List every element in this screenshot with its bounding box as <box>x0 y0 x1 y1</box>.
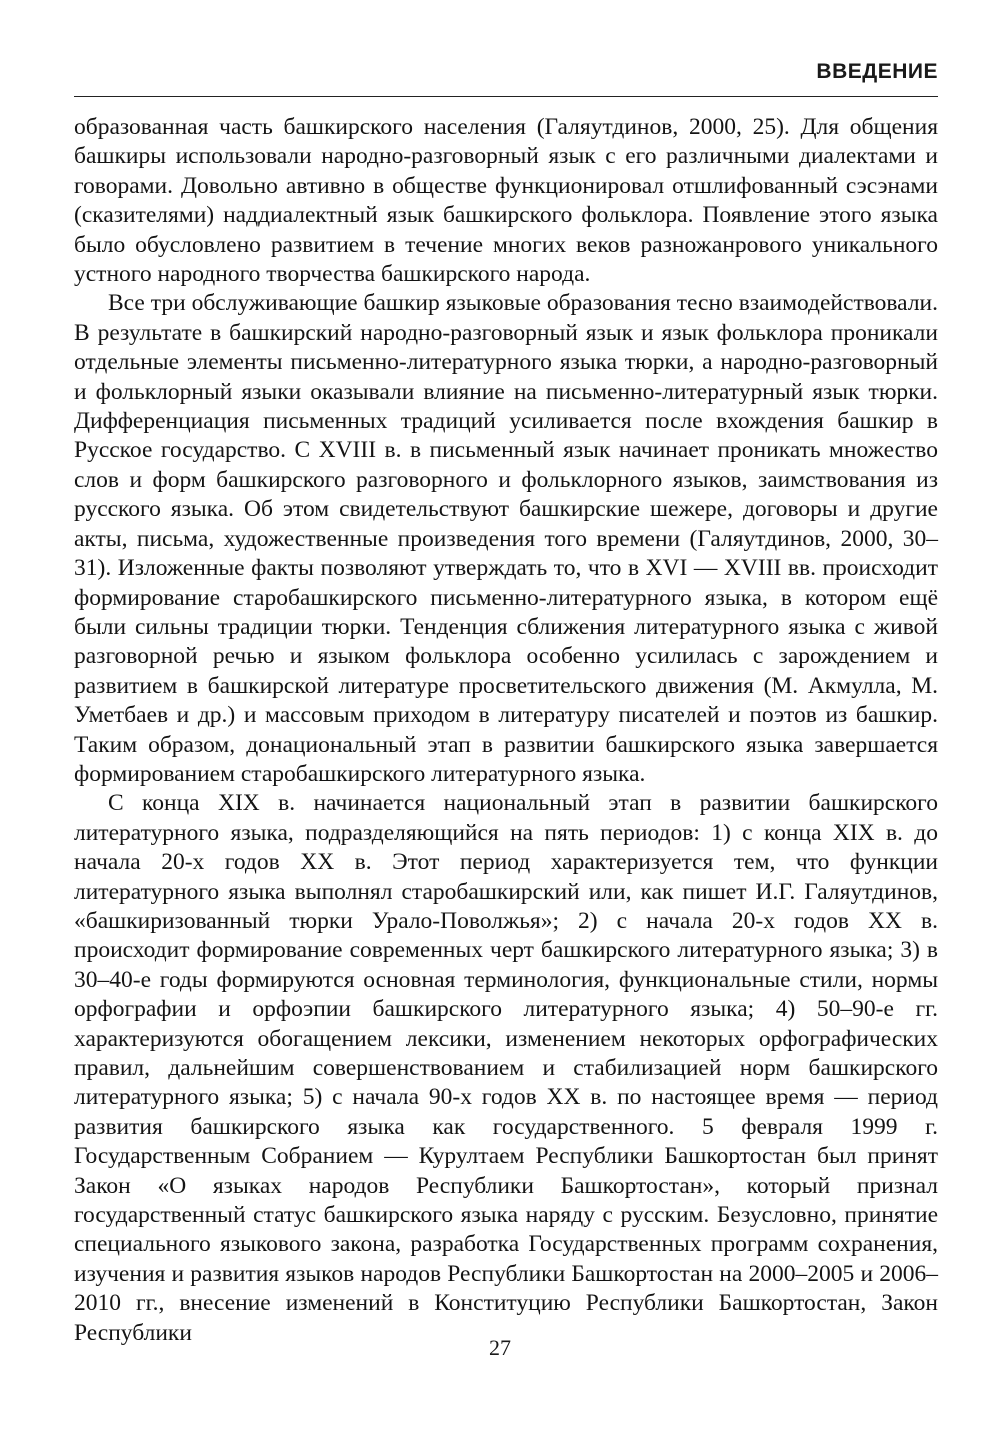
running-header <box>74 52 938 97</box>
running-header-title: ВВЕДЕНИЕ <box>816 60 938 83</box>
paragraph-national-stage: С конца XIX в. начинается национальный этап в развитии башкирского литературного языка, подразделяющийся на пять периодов: 1) с конца XIX в. до начала 20-х годов XX в. Этот период характеризуется тем, что функции литературного языка выполнял старобашкирский или, как пишет И.Г. Галяутдинов, «башкиризованный тюрки Урало-Поволжья»; 2) с начала 20-х годов XX в. происходит формирование современных черт башкирского литературного языка; 3) в 30–40-е годы формируются основная терминология, функциональные стили, нормы орфографии и орфоэпии башкирского литературного языка; 4) 50–90-е гг. характеризуются обогащением лексики, изменением некоторых орфографических правил, дальнейшим совершенствованием и стабилизацией норм башкирского литературного языка; 5) с начала 90-х годов XX в. по настоящее время — период развития башкирского языка как государственного. 5 февраля 1999 г. Государственным Собранием — Курултаем Республики Башкортостан был принят Закон «О языках народов Республики Башкортостан», который признал государственный статус башкирского языка наряду с русским. Безусловно, принятие специального языкового закона, разработка Государственных программ сохранения, изучения и развития языков народов Республики Башкортостан на 2000–2005 и 2006–2010 гг., внесение изменений в Конституцию Республики Башкортостан, Закон Республики <box>74 790 938 1346</box>
page-body <box>74 113 938 1348</box>
page-number: 27 <box>489 1335 511 1360</box>
paragraph-interaction: Все три обслуживающие башкир языковые образования тесно взаимодействовали. В результате в башкирский народно-разговорный язык и язык фольклора проникали отдельные элементы письменно-литературного языка тюрки, а народно-разговорный и фольклорный языки оказывали влияние на письменно-литературный язык тюрки. Дифференциация письменных традиций усиливается после вхождения башкир в Русское государство. С XVIII в. в письменный язык начинает проникать множество слов и форм башкирского разговорного и фольклорного языков, заимствования из русского языка. Об этом свидетельствуют башкирские шежере, договоры и другие акты, письма, художественные произведения того времени (Галяутдинов, 2000, 30–31). Изложенные факты позволяют утверждать то, что в XVI — XVIII вв. происходит формирование старобашкирского письменно-литературного языка, в котором ещё были сильны традиции тюрки. Тенденция сближения литературного языка с живой разговорной речью и языком фольклора особенно усилилась с зарождением и развитием в башкирской литературе просветительского движения (М. Акмулла, М. Уметбаев и др.) и массовым приходом в литературу писателей и поэтов из башкир. Таким образом, донациональный этап в развитии башкирского языка завершается формированием старобашкирского литературного языка. <box>74 290 938 787</box>
paragraph-continued: образованная часть башкирского населения (Галяутдинов, 2000, 25). Для общения башкиры использовали народно-разговорный язык с его различными диалектами и говорами. Довольно автивно в обществе функционировал отшлифованный сэсэнами (сказителями) наддиалектный язык башкирского фольклора. Появление этого языка было обусловлено развитием в течение многих веков разножанрового уникального устного народного творчества башкирского народа. <box>74 114 938 288</box>
